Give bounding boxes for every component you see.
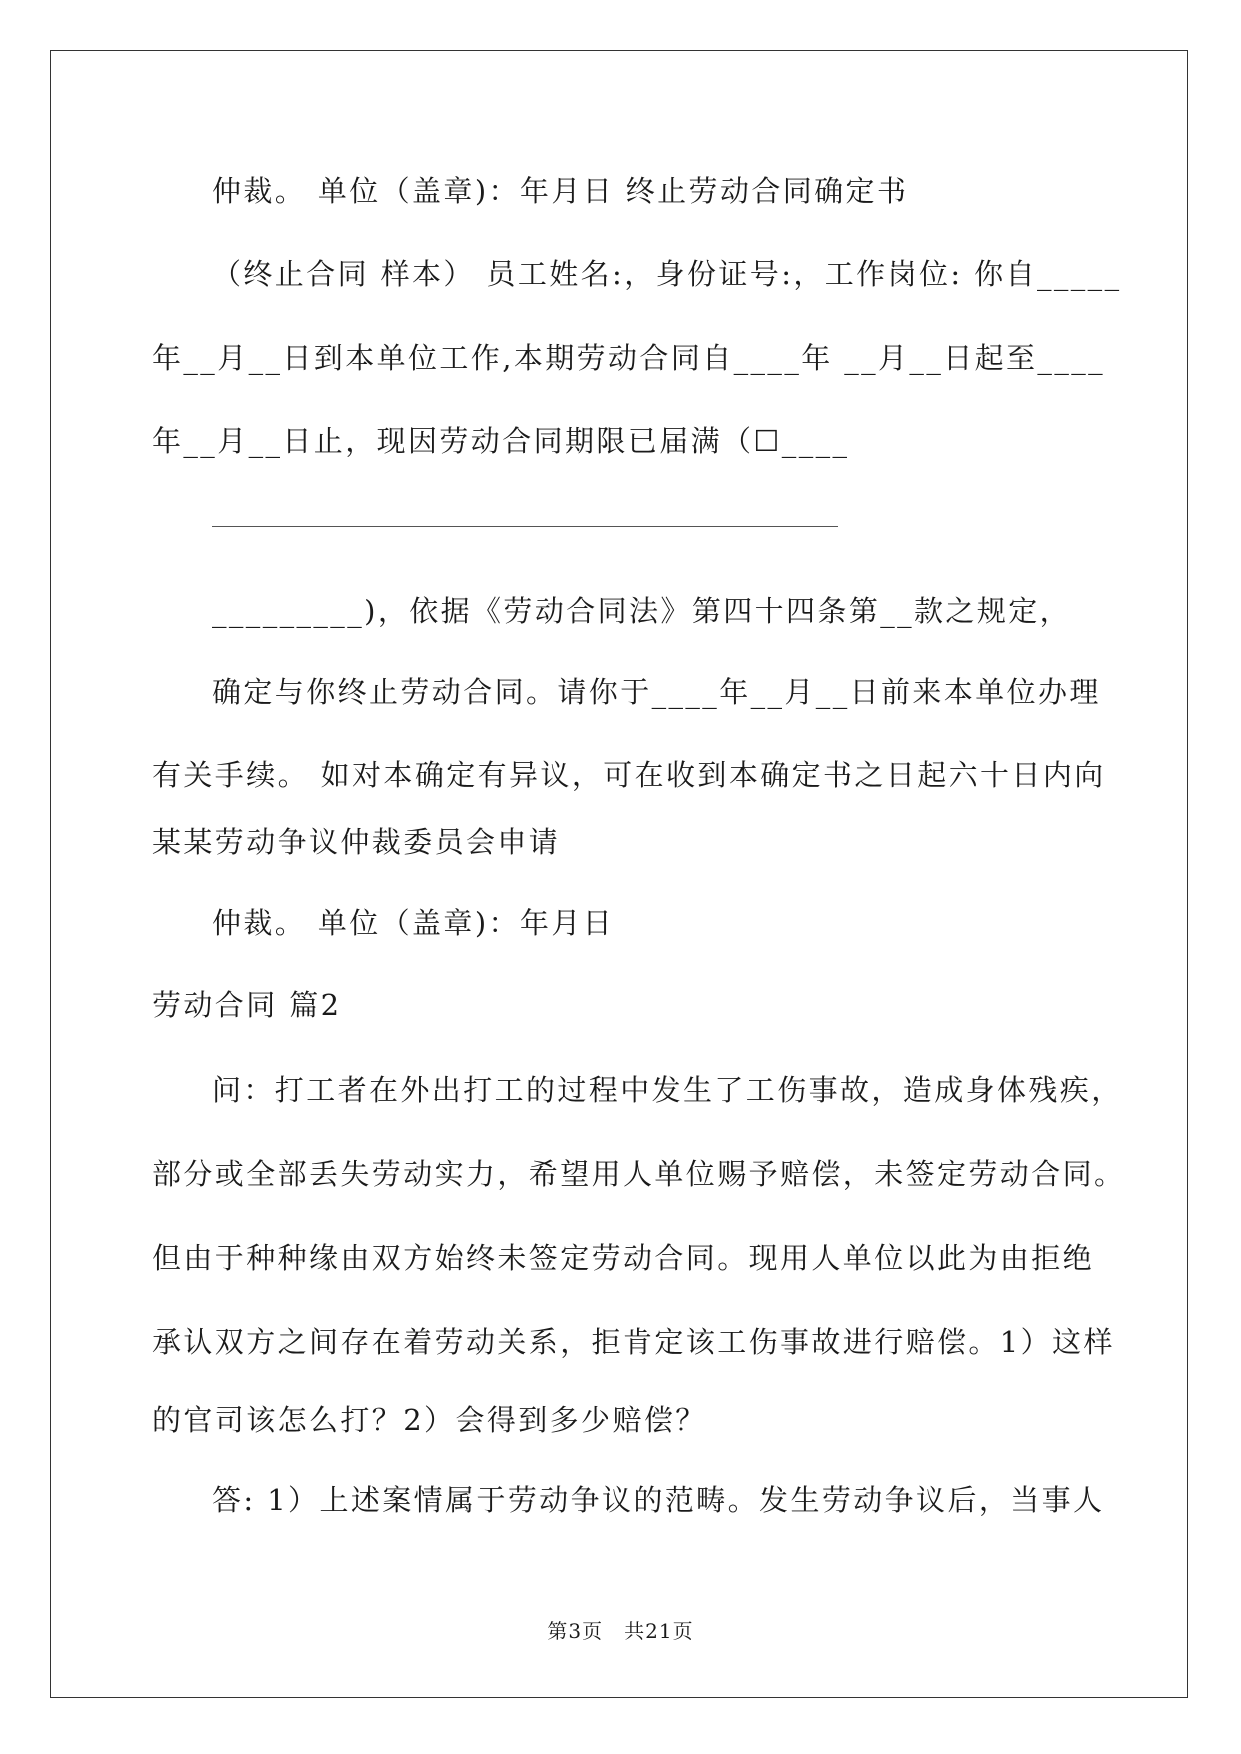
text-line: 承认双方之间存在着劳动关系，拒肯定该工伤事故进行赔偿。1）这样 — [152, 1325, 1115, 1359]
text-line: 答: 1）上述案情属于劳动争议的范畴。发生劳动争议后，当事人 — [212, 1483, 1105, 1517]
blank-fill-line — [212, 526, 838, 527]
text-line: 的官司该怎么打？2）会得到多少赔偿？ — [152, 1403, 707, 1437]
text-line: 某某劳动争议仲裁委员会申请 — [152, 825, 561, 859]
page-border — [50, 50, 1188, 1698]
text-line: _________)，依据《劳动合同法》第四十四条第__款之规定， — [212, 594, 1072, 628]
page-number-footer: 第3页 共21页 — [547, 1619, 694, 1643]
section-heading: 劳动合同 篇2 — [152, 988, 342, 1022]
text-line: 年__月__日止，现因劳动合同期限已届满（☐____ — [152, 424, 850, 458]
text-line: 部分或全部丢失劳动实力，希望用人单位赐予赔偿，未签定劳动合同。 — [152, 1157, 1126, 1191]
text-line: 但由于种种缘由双方始终未签定劳动合同。现用人单位以此为由拒绝 — [152, 1241, 1095, 1275]
text-line: 年__月__日到本单位工作,本期劳动合同自____年 __月__日起至____ — [152, 341, 1106, 375]
text-line: 有关手续。 如对本确定有异议，可在收到本确定书之日起六十日内向 — [152, 758, 1106, 792]
text-line: 问：打工者在外出打工的过程中发生了工伤事故，造成身体残疾， — [212, 1073, 1123, 1107]
text-line: 仲裁。 单位（盖章)：年月日 — [212, 906, 615, 940]
text-line: （终止合同 样本） 员工姓名:，身份证号:，工作岗位: 你自_____ — [212, 257, 1122, 291]
text-line: 仲裁。 单位（盖章)：年月日 终止劳动合同确定书 — [212, 174, 909, 208]
text-line: 确定与你终止劳动合同。请你于____年__月__日前来本单位办理 — [212, 675, 1101, 709]
